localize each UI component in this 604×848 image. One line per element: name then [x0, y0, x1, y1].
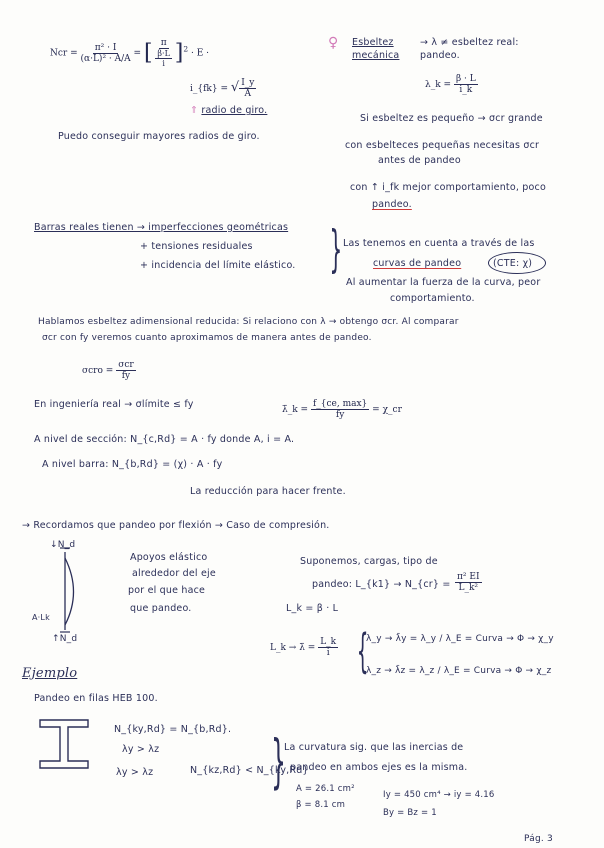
apoyos-2: alrededor del eje: [132, 568, 216, 579]
ejemplo-val3: β = 8.1 cm: [296, 800, 346, 810]
ncr-rhs-num: π: [160, 38, 167, 48]
label-side: A·Lk: [32, 613, 50, 622]
si-esbeltez: Si esbeltez es pequeño → σcr grande: [360, 113, 543, 124]
sigma-num: σcr: [118, 360, 134, 370]
ncr-rhs-tail: · E ·: [191, 48, 210, 59]
ncr-frac-num: π² · I: [94, 42, 117, 53]
con-mejor-2: pandeo.: [372, 199, 412, 210]
suponemos-2: pandeo: L_{k1} → N_{cr} =: [312, 579, 451, 590]
reduccion-note: La reducción para hacer frente.: [190, 486, 346, 497]
ncr-euler-num: π² EI: [457, 572, 480, 582]
nivel-barra: A nivel barra: N_{b,Rd} = (χ) · A · fy: [42, 459, 223, 470]
i-beam-icon: [36, 716, 96, 776]
lz-chain: λ_z → λ̄z = λ_z / λ_E = Curva → Φ → χ_z: [366, 666, 552, 676]
barras-right3: Al aumentar la fuerza de la curva, peor: [346, 277, 541, 288]
ncr-frac-den: (α·L)² · A/A: [80, 53, 131, 64]
i-definition: i_{fk} = √ $\frac{I\_y}{A}$: [190, 78, 255, 99]
ejemplo-line2: λy > λz: [122, 744, 160, 755]
lambda-def-den: i_k: [459, 85, 473, 95]
apoyos-1: Apoyos elástico: [130, 552, 208, 563]
i-def-num: I_y: [241, 78, 255, 88]
barras-line3: + incidencia del límite elástico.: [140, 260, 296, 271]
i-def-lhs: i_{fk} =: [190, 84, 229, 94]
sigma-cro-formula: [82, 360, 136, 381]
ejemplo-val2: Iy = 450 cm⁴ → iy = 4.16: [383, 790, 495, 800]
radio-giro-label: radio de giro.: [201, 105, 268, 116]
con-mejor-1: con ↑ i_fk mejor comportamiento, poco: [350, 182, 546, 193]
lambda-definition: [425, 74, 478, 95]
lambda-def-lhs: λ_k =: [425, 80, 452, 90]
i-def-den: A: [244, 89, 252, 99]
lambda-bar-lk: [270, 637, 338, 658]
ncr-euler-den: L_k²: [458, 583, 479, 593]
ncr-rhs-inner-num: β·L: [157, 49, 170, 58]
ing-real: En ingeniería real → σlímite ≤ fy: [34, 399, 194, 410]
ncr-fraction: [81, 43, 131, 64]
ejemplo-val1: A = 26.1 cm²: [296, 784, 355, 794]
sigma-lhs: σcro =: [82, 366, 114, 376]
ejemplo-right2: pandeo en ambos ejes es la misma.: [290, 762, 468, 773]
reducida-line2: σcr con fy veremos cuanto aproximamos de manera antes de pandeo.: [42, 333, 372, 343]
ncr-rhs-fraction: [155, 38, 171, 68]
label-bottom: ↑N_d: [52, 634, 78, 644]
barras-right4: comportamiento.: [390, 293, 475, 304]
brace-barras: }: [329, 220, 343, 278]
barras-right2b: (CTE: χ): [493, 258, 533, 269]
ejemplo-line-right: N_{kz,Rd} < N_{ky,Rd}: [190, 765, 309, 776]
esbeltez-title: Esbeltez mecánica: [352, 37, 400, 61]
nivel-seccion: A nivel de sección: N_{c,Rd} = A · fy donde A, i = A.: [34, 434, 295, 445]
ncr-rhs-exp: 2: [183, 44, 189, 54]
lambda-def-num: β · L: [455, 74, 476, 84]
esbeltez-arrow: → λ ≠ esbeltez real: pandeo.: [420, 37, 519, 61]
suponemos-1: Suponemos, cargas, tipo de: [300, 556, 438, 567]
brace-lambda: {: [356, 624, 369, 678]
lambda-frac-den: i: [326, 648, 330, 658]
label-top: ↓N_d: [50, 540, 76, 550]
apoyos-4: que pandeo.: [130, 603, 192, 614]
apoyos-3: por el que hace: [128, 585, 206, 596]
ly-chain: λ_y → λ̄y = λ_y / λ_E = Curva → Φ → χ_y: [366, 634, 554, 644]
lambda-bar-formula: [282, 399, 402, 420]
sigma-den: fy: [121, 371, 131, 381]
ncr-euler: [455, 572, 482, 593]
lambda-frac-num: L_k: [320, 637, 337, 647]
ncr-lhs: Ncr =: [50, 48, 78, 59]
arrow-up-icon: ⇑: [190, 105, 199, 116]
ejemplo-subtitle: Pandeo en filas HEB 100.: [34, 693, 158, 704]
circle-mark: [488, 252, 546, 274]
reducida-line1: Hablamos esbeltez adimensional reducida: Si relaciono con λ → obtengo σcr. Al comparar: [38, 317, 459, 327]
left-note: Puedo conseguir mayores radios de giro.: [58, 131, 260, 142]
con-esbelteces-2: antes de pandeo: [378, 155, 461, 166]
ejemplo-line1: N_{ky,Rd} = N_{b,Rd}.: [114, 724, 232, 735]
page-number: Pág. 3: [524, 834, 553, 844]
lambda-bar-tail: = χ_cr: [372, 405, 402, 415]
barras-line1: Barras reales tienen → imperfecciones geométricas: [34, 222, 289, 233]
lk-definition: L_k = β · L: [286, 603, 339, 614]
lambda-bar-num: f_{ce, max}: [312, 399, 368, 409]
lk-arrow: L_k → λ̄ =: [270, 643, 316, 653]
ncr-rhs-inner-den: i: [162, 59, 165, 68]
barras-right2: curvas de pandeo: [373, 258, 462, 269]
ncr-formula: Ncr = $\frac{\text{π² · I}}{\text{(α·L)² · A/A}}$ = [ $\frac{\pi}{\frac{\beta\cdot L}{i}}$ ]$^2$ · E ·: [50, 38, 210, 68]
con-esbelteces-1: con esbelteces pequeñas necesitas σcr: [345, 140, 540, 151]
ejemplo-title: Ejemplo: [22, 666, 78, 681]
radio-giro-note: [190, 105, 267, 116]
ejemplo-right1: La curvatura sig. que las inercias de: [284, 742, 464, 753]
lambda-bar-den: fy: [335, 410, 345, 420]
pandeo-title: → Recordamos que pandeo por flexión → Caso de compresión.: [22, 520, 330, 531]
ejemplo-line3: λy > λz: [116, 767, 154, 778]
barras-line2: + tensiones residuales: [140, 241, 253, 252]
column-diagram: [30, 540, 100, 640]
lambda-bar-lhs: λ̄_k =: [282, 405, 309, 415]
ejemplo-val4: By = Bz = 1: [383, 808, 437, 818]
barras-right1: Las tenemos en cuenta a través de las: [343, 238, 535, 249]
brace-ejemplo: }: [271, 727, 286, 795]
pin-icon: ♀: [328, 35, 339, 51]
